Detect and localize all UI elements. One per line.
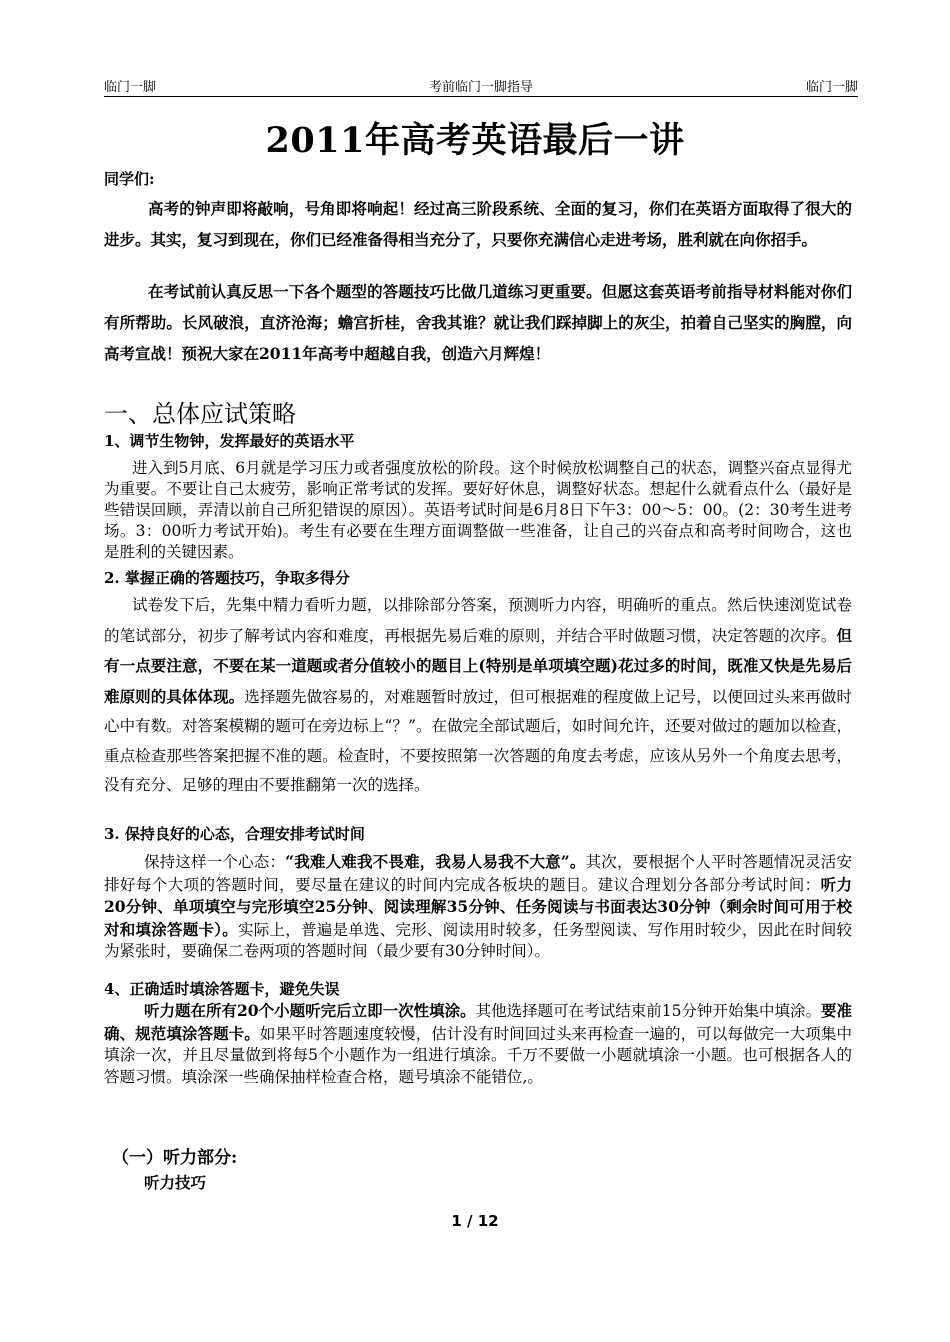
- intro-paragraph-2: 在考试前认真反思一下各个题型的答题技巧比做几道练习更重要。但愿这套英语考前指导材料能对你们有所帮助。长风破浪，直济沧海；蟾宫折桂，舍我其谁？就让我们踩掉脚上的灰尘，拍着自己坚实的胸膛，向高考宣战！预祝大家在2011年高考中超越自我，创造六月辉煌！: [104, 282, 852, 363]
- header-left: 临门一脚: [104, 80, 157, 95]
- page-number: 1 / 12: [451, 1212, 499, 1230]
- intro-paragraph-1: 高考的钟声即将敲响，号角即将响起！经过高三阶段系统、全面的复习，你们在英语方面取得了很大的进步。其实，复习到现在，你们已经准备得相当充分了，只要你充满信心走进考场，胜利就在向你招手。: [104, 199, 852, 249]
- page-header: [104, 76, 858, 97]
- header-center: 考前临门一脚指导: [428, 80, 533, 95]
- item-2-text-a: 试卷发下后，先集中精力看听力题，以排除部分答案，预测听力内容，明确听的重点。然后快速浏览试卷的笔试部分，初步了解考试内容和难度，再根据先易后难的原则，并结合平时做题习惯，决定答题的次序。: [104, 596, 852, 645]
- item-3-text-a: 保持这样一个心态：: [144, 853, 286, 871]
- header-right: 临门一脚: [805, 80, 858, 95]
- item-4-text-a: 其他选择题可在考试结束前15分钟开始集中填涂。: [475, 1002, 821, 1020]
- item-1-heading: 1、调节生物钟，发挥最好的英语水平: [104, 432, 355, 450]
- part-subheading: 听力技巧: [144, 1173, 207, 1192]
- item-3-text-b: 其次，要根据个人平时答题情况灵活安排好每个大项的答题时间，要尽量在建议的时间内完成各板块的题目。建议合理划分各部分考试时间：: [104, 853, 852, 894]
- item-4-heading: 4、正确适时填涂答题卡，避免失误: [104, 980, 340, 998]
- item-3-emphasis-b: 听力20分钟、单项填空与完形填空25分钟、阅读理解35分钟、任务阅读与书面表达30分钟（剩余时间可用于校对和填涂答题卡）。: [104, 874, 852, 939]
- item-3-emphasis-a: “我难人难我不畏难，我易人易我不大意”。: [285, 852, 586, 871]
- item-3-paragraph: [104, 851, 852, 963]
- section-heading: 一、总体应试策略: [104, 400, 296, 428]
- item-4-paragraph: [104, 1000, 852, 1088]
- item-3-heading: 3. 保持良好的心态，合理安排考试时间: [104, 825, 365, 843]
- item-4-text-b: 如果平时答题速度较慢，估计没有时间回过头来再检查一遍的，可以每做完一大项集中填涂一次，并且尽量做到将每5个小题作为一组进行填涂。千万不要做一小题就填涂一小题。也可根据各人的答题习惯。填涂深一些确保抽样检查合格，题号填涂不能错位,。: [104, 1024, 852, 1086]
- document-title: 2011年高考英语最后一讲: [265, 120, 685, 161]
- item-2-paragraph: [104, 591, 852, 801]
- item-4-emphasis-a: 听力题在所有20个小题听完后立即一次性填涂。: [144, 1001, 476, 1020]
- item-2-emphasis: 但有一点要注意，不要在某一道题或者分值较小的题目上(特别是单项填空题)花过多的时间，既准又快是先易后难原则的具体体现。: [104, 625, 852, 706]
- item-2-heading: 2. 掌握正确的答题技巧，争取多得分: [104, 569, 350, 587]
- item-1-text: 进入到5月底、6月就是学习压力或者强度放松的阶段。这个时候放松调整自己的状态，调整兴奋点显得尤为重要。不要让自己太疲劳，影响正常考试的发挥。要好好休息，调整好状态。想起什么就看点什么（最好是些错误回顾，弄清以前自己所犯错误的原因）。英语考试时间是6月8日下午3：00～5：00。(2：30考生进考场。3：00听力考试开始)。考生有必要在生理方面调整做一些准备，让自己的兴奋点和高考时间吻合，这也是胜利的关键因素。: [104, 459, 852, 561]
- item-3-text-c: 实际上，普遍是单选、完形、阅读用时较多，任务型阅读、写作用时较少，因此在时间较为紧张时，要确保二卷两项的答题时间（最少要有30分钟时间）。: [104, 920, 852, 960]
- item-2-text-b: 选择题先做容易的，对难题暂时放过，但可根据难的程度做上记号，以便回过头来再做时心中有数。对答案模糊的题可在旁边标上“？”。在做完全部试题后，如时间允许，还要对做过的题加以检查，重点检查那些答案把握不准的题。检查时，不要按照第一次答题的角度去考虑，应该从另外一个角度去思考，没有充分、足够的理由不要推翻第一次的选择。: [104, 687, 852, 794]
- item-4-emphasis-b: 要准确、规范填涂答题卡。: [104, 1001, 852, 1043]
- part-heading: （一）听力部分:: [112, 1148, 238, 1168]
- greeting: 同学们:: [104, 170, 155, 188]
